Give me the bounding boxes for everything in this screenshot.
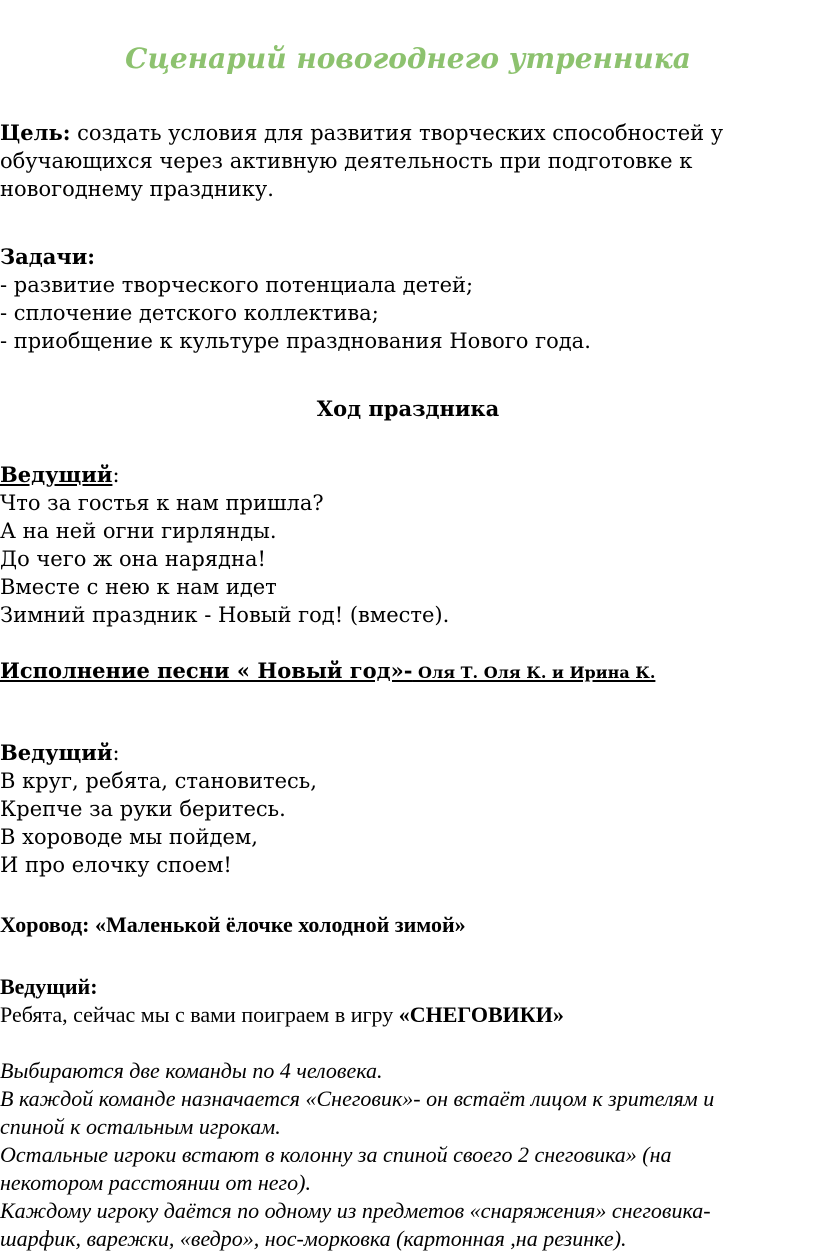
host1-colon: : [112,463,120,487]
host1-line-2: А на ней огни гирлянды. [0,519,277,543]
rules-line-5: некотором расстоянии от него). [0,1170,311,1195]
task-item-3: - приобщение к культуре празднования Нового года. [0,329,591,353]
task-item-2: - сплочение детского коллектива; [0,301,379,325]
host2-heading [0,740,120,766]
rules-line-7: шарфик, варежки, «ведро», нос-морковка (картонная ,на резинке). [0,1226,627,1251]
host1-line-4: Вместе с нею к нам идет [0,575,277,599]
host2-line-3: В хороводе мы пойдем, [0,825,258,849]
host2-line-4: И про елочку споем! [0,853,232,877]
host1-heading [0,462,120,488]
host3-label: Ведущий: [0,974,98,999]
host2-line-1: В круг, ребята, становитесь, [0,769,317,793]
rules-line-1: Выбираются две команды по 4 человека. [0,1058,383,1083]
host1-line-3: До чего ж она нарядна! [0,547,266,571]
task-item-1: - развитие творческого потенциала детей; [0,273,474,297]
goal-line-1 [0,120,723,146]
host2-line-2: Крепче за руки беритесь. [0,797,286,821]
host3-text: Ребята, сейчас мы с вами поиграем в игру [0,1002,399,1027]
rules-line-4: Остальные игроки встают в колонну за спиной своего 2 снеговика» (на [0,1142,672,1167]
tasks-label: Задачи: [0,244,96,269]
host1-line-5: Зимний праздник - Новый год! (вместе). [0,603,450,627]
round-dance-heading: Хоровод: «Маленькой ёлочке холодной зимой» [0,912,466,937]
song-title: Исполнение песни « Новый год»- [0,658,413,683]
rules-line-3: спиной к остальным игрокам. [0,1114,281,1139]
page-title: Сценарий новогоднего утренника [125,42,691,75]
host1-line-1: Что за гостья к нам пришла? [0,491,324,515]
goal-line-3: новогоднему празднику. [0,177,274,201]
song-performers: Оля Т. Оля К. и Ирина К. [412,663,656,682]
goal-line-2: обучающихся через активную деятельность при подготовке к [0,149,693,173]
rules-line-2: В каждой команде назначается «Снеговик»- он встаёт лицом к зрителям и [0,1086,715,1111]
game-name: «СНЕГОВИКИ» [398,1002,564,1027]
course-heading: Ход праздника [316,396,500,421]
rules-line-6: Каждому игроку даётся по одному из предметов «снаряжения» снеговика- [0,1198,711,1223]
host3-line [0,1002,564,1028]
goal-label: Цель: [0,120,71,145]
host2-colon: : [112,741,120,765]
host1-label: Ведущий [0,462,113,487]
song-heading [0,658,655,686]
host2-label: Ведущий [0,740,113,765]
goal-text-1: создать условия для развития творческих способностей у [70,121,724,145]
